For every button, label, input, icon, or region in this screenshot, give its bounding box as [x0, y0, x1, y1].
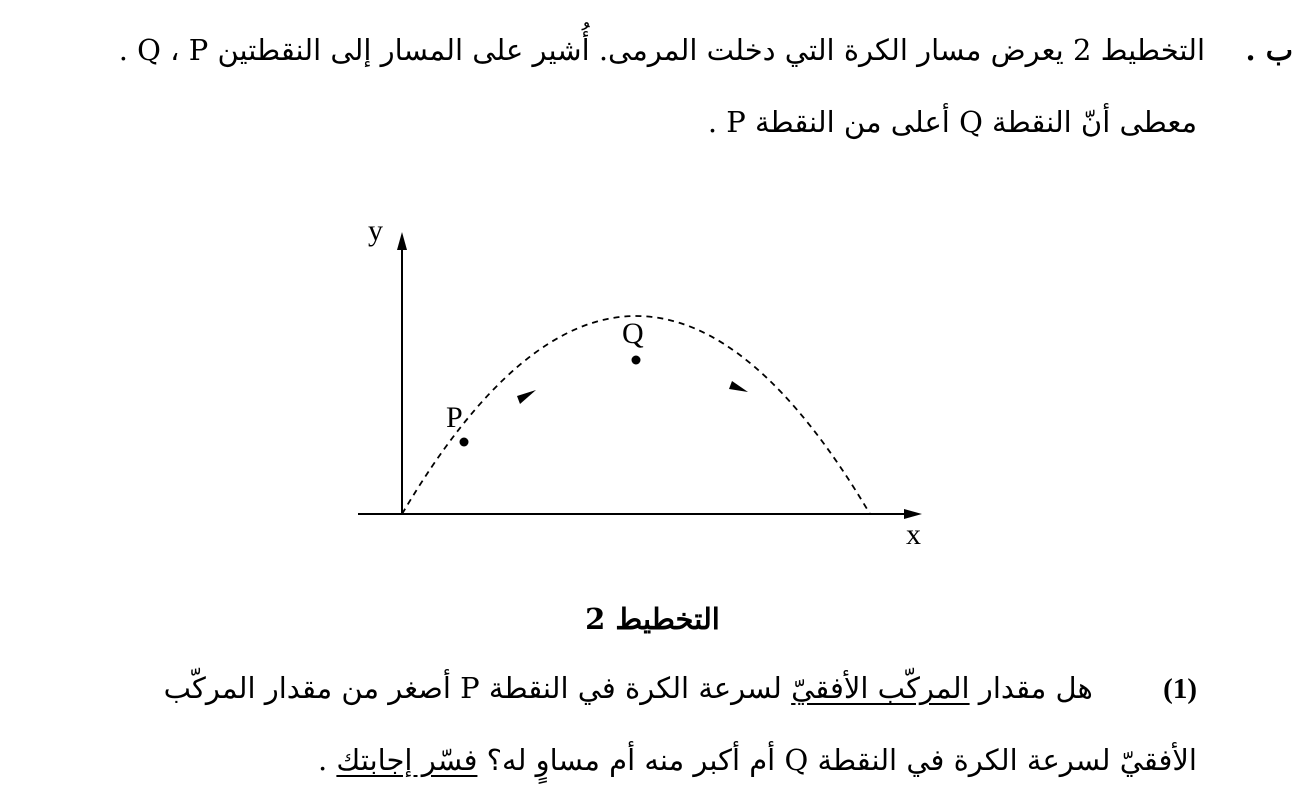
direction-arrow-right	[729, 381, 748, 392]
trajectory-diagram	[340, 200, 940, 560]
part-b-text-2: معطى أنّ النقطة Q أعلى من النقطة P .	[707, 105, 1197, 139]
part-b-line-2	[708, 102, 1197, 142]
question-1-text-a: هل مقدار	[969, 671, 1093, 705]
y-axis-arrowhead	[397, 232, 407, 250]
question-1-explain-instruction: فسّر إجابتك	[336, 743, 478, 777]
part-b-line-1	[119, 30, 1293, 70]
question-1-text-b: لسرعة الكرة في النقطة P أصغر من مقدار المركّب	[163, 671, 782, 705]
direction-arrow-left	[517, 390, 536, 404]
y-axis-label: y	[368, 214, 383, 247]
x-axis-label: x	[906, 518, 921, 551]
diagram-caption: التخطيط 2	[585, 602, 720, 636]
question-1-text-c: الأفقيّ لسرعة الكرة في النقطة Q أم أكبر منه أم مساوٍ له؟	[477, 743, 1197, 777]
point-p-label: P	[446, 401, 463, 434]
point-q	[632, 356, 641, 365]
question-1-line-2	[318, 740, 1197, 780]
question-1-end: .	[317, 743, 328, 777]
point-p	[460, 438, 469, 447]
question-1-underlined-term: المركّب الأفقيّ	[791, 671, 970, 705]
point-q-label: Q	[622, 317, 644, 350]
question-number: (1)	[1163, 673, 1197, 705]
question-1-line-1	[164, 668, 1197, 709]
part-b-marker: ب .	[1245, 33, 1293, 67]
part-b-text-1: التخطيط 2 يعرض مسار الكرة التي دخلت المرمى. أُشير على المسار إلى النقطتين Q ، P .	[118, 33, 1206, 67]
